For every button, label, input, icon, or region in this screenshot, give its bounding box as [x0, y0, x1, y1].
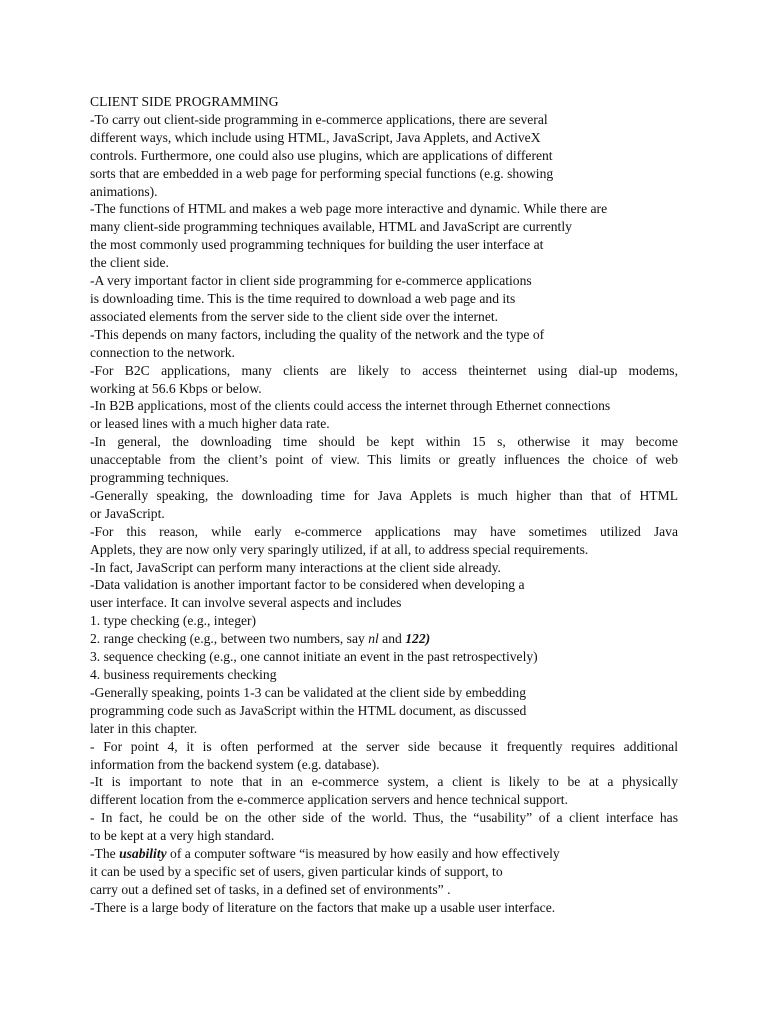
- text-line: [90, 630, 678, 648]
- text-segment: associated elements from the server side to the client side over the internet.: [90, 308, 499, 324]
- text-segment: 4,: [167, 738, 178, 754]
- text-segment: -In B2B applications, most of the clients could access the internet through Ethernet connections: [90, 398, 611, 414]
- text-segment: carry out a defined set of tasks, in a defined set of environments” .: [90, 881, 451, 897]
- text-segment: -Generally speaking, points: [90, 684, 244, 700]
- text-segment: 2. range checking (e.g., between two numbers, say: [90, 631, 369, 647]
- text-line: [90, 183, 678, 201]
- text-segment: 56.6: [151, 380, 176, 396]
- text-line: [90, 344, 678, 362]
- text-line: [90, 469, 678, 487]
- text-line: [90, 308, 678, 326]
- text-line: [90, 200, 678, 218]
- text-segment: or leased lines with a much higher data rate.: [90, 416, 330, 432]
- text-segment: business requirements checking: [100, 667, 277, 682]
- text-segment: many client-side programming techniques available, HTML and JavaScript are currently: [90, 219, 572, 235]
- text-segment: it is often performed at the server side because it frequently requires additional: [177, 738, 678, 754]
- text-segment: -Generally speaking, the downloading time for Java Applets is much higher than that of HTML: [90, 487, 678, 503]
- text-line: [90, 111, 678, 129]
- text-segment: -In fact, JavaScript can perform many interactions at the client side already.: [90, 559, 501, 575]
- text-segment: usability: [119, 846, 167, 862]
- text-line: [90, 272, 678, 290]
- text-line: [90, 702, 678, 720]
- text-segment: - For point: [90, 738, 168, 754]
- text-segment: animations).: [90, 183, 158, 199]
- text-segment: to be kept at a very high standard.: [90, 828, 275, 844]
- text-line: [90, 576, 678, 594]
- text-segment: -The functions of HTML and makes a web page more interactive and dynamic. While there are: [90, 201, 608, 217]
- text-line: [90, 791, 678, 809]
- text-segment: A: [94, 273, 104, 289]
- text-segment: -The: [90, 846, 120, 862]
- text-segment: -: [90, 273, 95, 289]
- text-line: [90, 594, 678, 612]
- text-line: [90, 433, 678, 451]
- text-segment: of a computer software “is measured by how easily and how effectively: [166, 846, 560, 862]
- text-segment: up: [413, 899, 428, 915]
- text-segment: 1-3: [243, 684, 262, 700]
- text-line: [90, 326, 678, 344]
- text-segment: -To carry out client-side programming in e-commerce applications, there are several: [90, 111, 548, 127]
- text-line: [90, 523, 678, 541]
- text-segment: or JavaScript.: [90, 505, 165, 521]
- text-line: [90, 165, 678, 183]
- text-line: [90, 559, 678, 577]
- text-segment: and: [378, 631, 406, 647]
- text-line: [90, 362, 678, 380]
- text-segment: controls. Furthermore, one could also use plugins, which are applications of different: [90, 147, 553, 163]
- text-line: [90, 899, 678, 917]
- text-segment: later in this chapter.: [90, 720, 198, 736]
- text-segment: 4.: [90, 667, 101, 682]
- text-segment: user interface. It can involve several aspects and includes: [90, 595, 402, 611]
- text-line: [90, 236, 678, 254]
- text-line: [90, 612, 678, 630]
- text-segment: 1. type checking (e.g., integer): [90, 613, 257, 629]
- text-segment: -In general, the downloading time should be kept within 15 s, otherwise it may become: [90, 434, 678, 450]
- text-line: [90, 415, 678, 433]
- text-segment: sorts that are embedded in a web page for performing special functions (e.g. showing: [90, 165, 554, 181]
- text-line: [90, 827, 678, 845]
- text-segment: the client side.: [90, 255, 169, 271]
- text-line: [90, 666, 678, 684]
- text-segment: CLIENT SIDE PROGRAMMING: [90, 94, 279, 109]
- text-line: [90, 648, 678, 666]
- text-line: [90, 684, 678, 702]
- text-segment: information from the backend system (e.g. database).: [90, 756, 380, 772]
- text-segment: can be validated at the client side by embedding: [261, 684, 527, 700]
- document-body: [90, 93, 678, 917]
- text-segment: -For B2C applications, many clients are likely to access theinternet using dial-up modems,: [90, 362, 678, 378]
- text-line: [90, 129, 678, 147]
- text-line: [90, 845, 678, 863]
- text-line: [90, 218, 678, 236]
- text-segment: Kbps or below.: [175, 380, 262, 396]
- document-title: [90, 93, 678, 111]
- text-segment: unacceptable from the client’s point of view. This limits or greatly influences the choice of web: [90, 452, 678, 468]
- text-line: [90, 397, 678, 415]
- text-segment: 122): [405, 631, 431, 647]
- text-line: [90, 290, 678, 308]
- text-segment: working at: [90, 380, 152, 396]
- text-line: [90, 738, 678, 756]
- text-segment: - In fact, he could be on the other side of the world. Thus, the “usability” of a client interface has: [90, 810, 678, 826]
- text-segment: -It is important to note that in an e-commerce system, a client is likely to be at a physically: [90, 774, 678, 790]
- text-line: [90, 773, 678, 791]
- text-segment: nl: [368, 631, 379, 647]
- text-line: [90, 809, 678, 827]
- text-segment: -Data validation is another important factor to be considered when developing a: [90, 577, 525, 593]
- text-line: [90, 147, 678, 165]
- text-line: [90, 451, 678, 469]
- text-segment: is downloading time. This is the time required to download a web page and its: [90, 290, 516, 306]
- text-segment: different location from the e-commerce application servers and hence technical support.: [90, 792, 568, 808]
- text-segment: connection to the network.: [90, 344, 235, 360]
- text-segment: -For this reason, while early e-commerce applications may have sometimes utilized Java: [90, 523, 678, 539]
- text-segment: -There is a large body of literature on the factors that make: [90, 899, 414, 915]
- text-segment: very important factor in client side programming for e-commerce applications: [103, 273, 532, 289]
- text-segment: 3. sequence checking (e.g., one cannot initiate an event in the past retrospectively): [90, 649, 538, 665]
- text-line: [90, 863, 678, 881]
- text-segment: it can be used by a specific set of users, given particular kinds of support, to: [90, 863, 503, 879]
- text-segment: different ways, which include using HTML, JavaScript, Java Applets, and ActiveX: [90, 129, 541, 145]
- text-line: [90, 720, 678, 738]
- text-line: [90, 541, 678, 559]
- text-segment: programming code such as JavaScript within the HTML document, as discussed: [90, 702, 527, 718]
- text-segment: -This depends on many factors, including the quality of the network and the type of: [90, 326, 545, 342]
- text-segment: programming techniques.: [90, 470, 229, 486]
- text-segment: the most commonly used programming techniques for building the user interface at: [90, 237, 544, 253]
- text-line: [90, 505, 678, 523]
- text-segment: Applets, they are now only very sparingly utilized, if at all, to address special requirements.: [90, 541, 589, 557]
- text-line: [90, 380, 678, 398]
- text-line: [90, 881, 678, 899]
- text-segment: a usable user interface.: [427, 899, 556, 915]
- text-line: [90, 487, 678, 505]
- text-line: [90, 756, 678, 774]
- text-line: [90, 254, 678, 272]
